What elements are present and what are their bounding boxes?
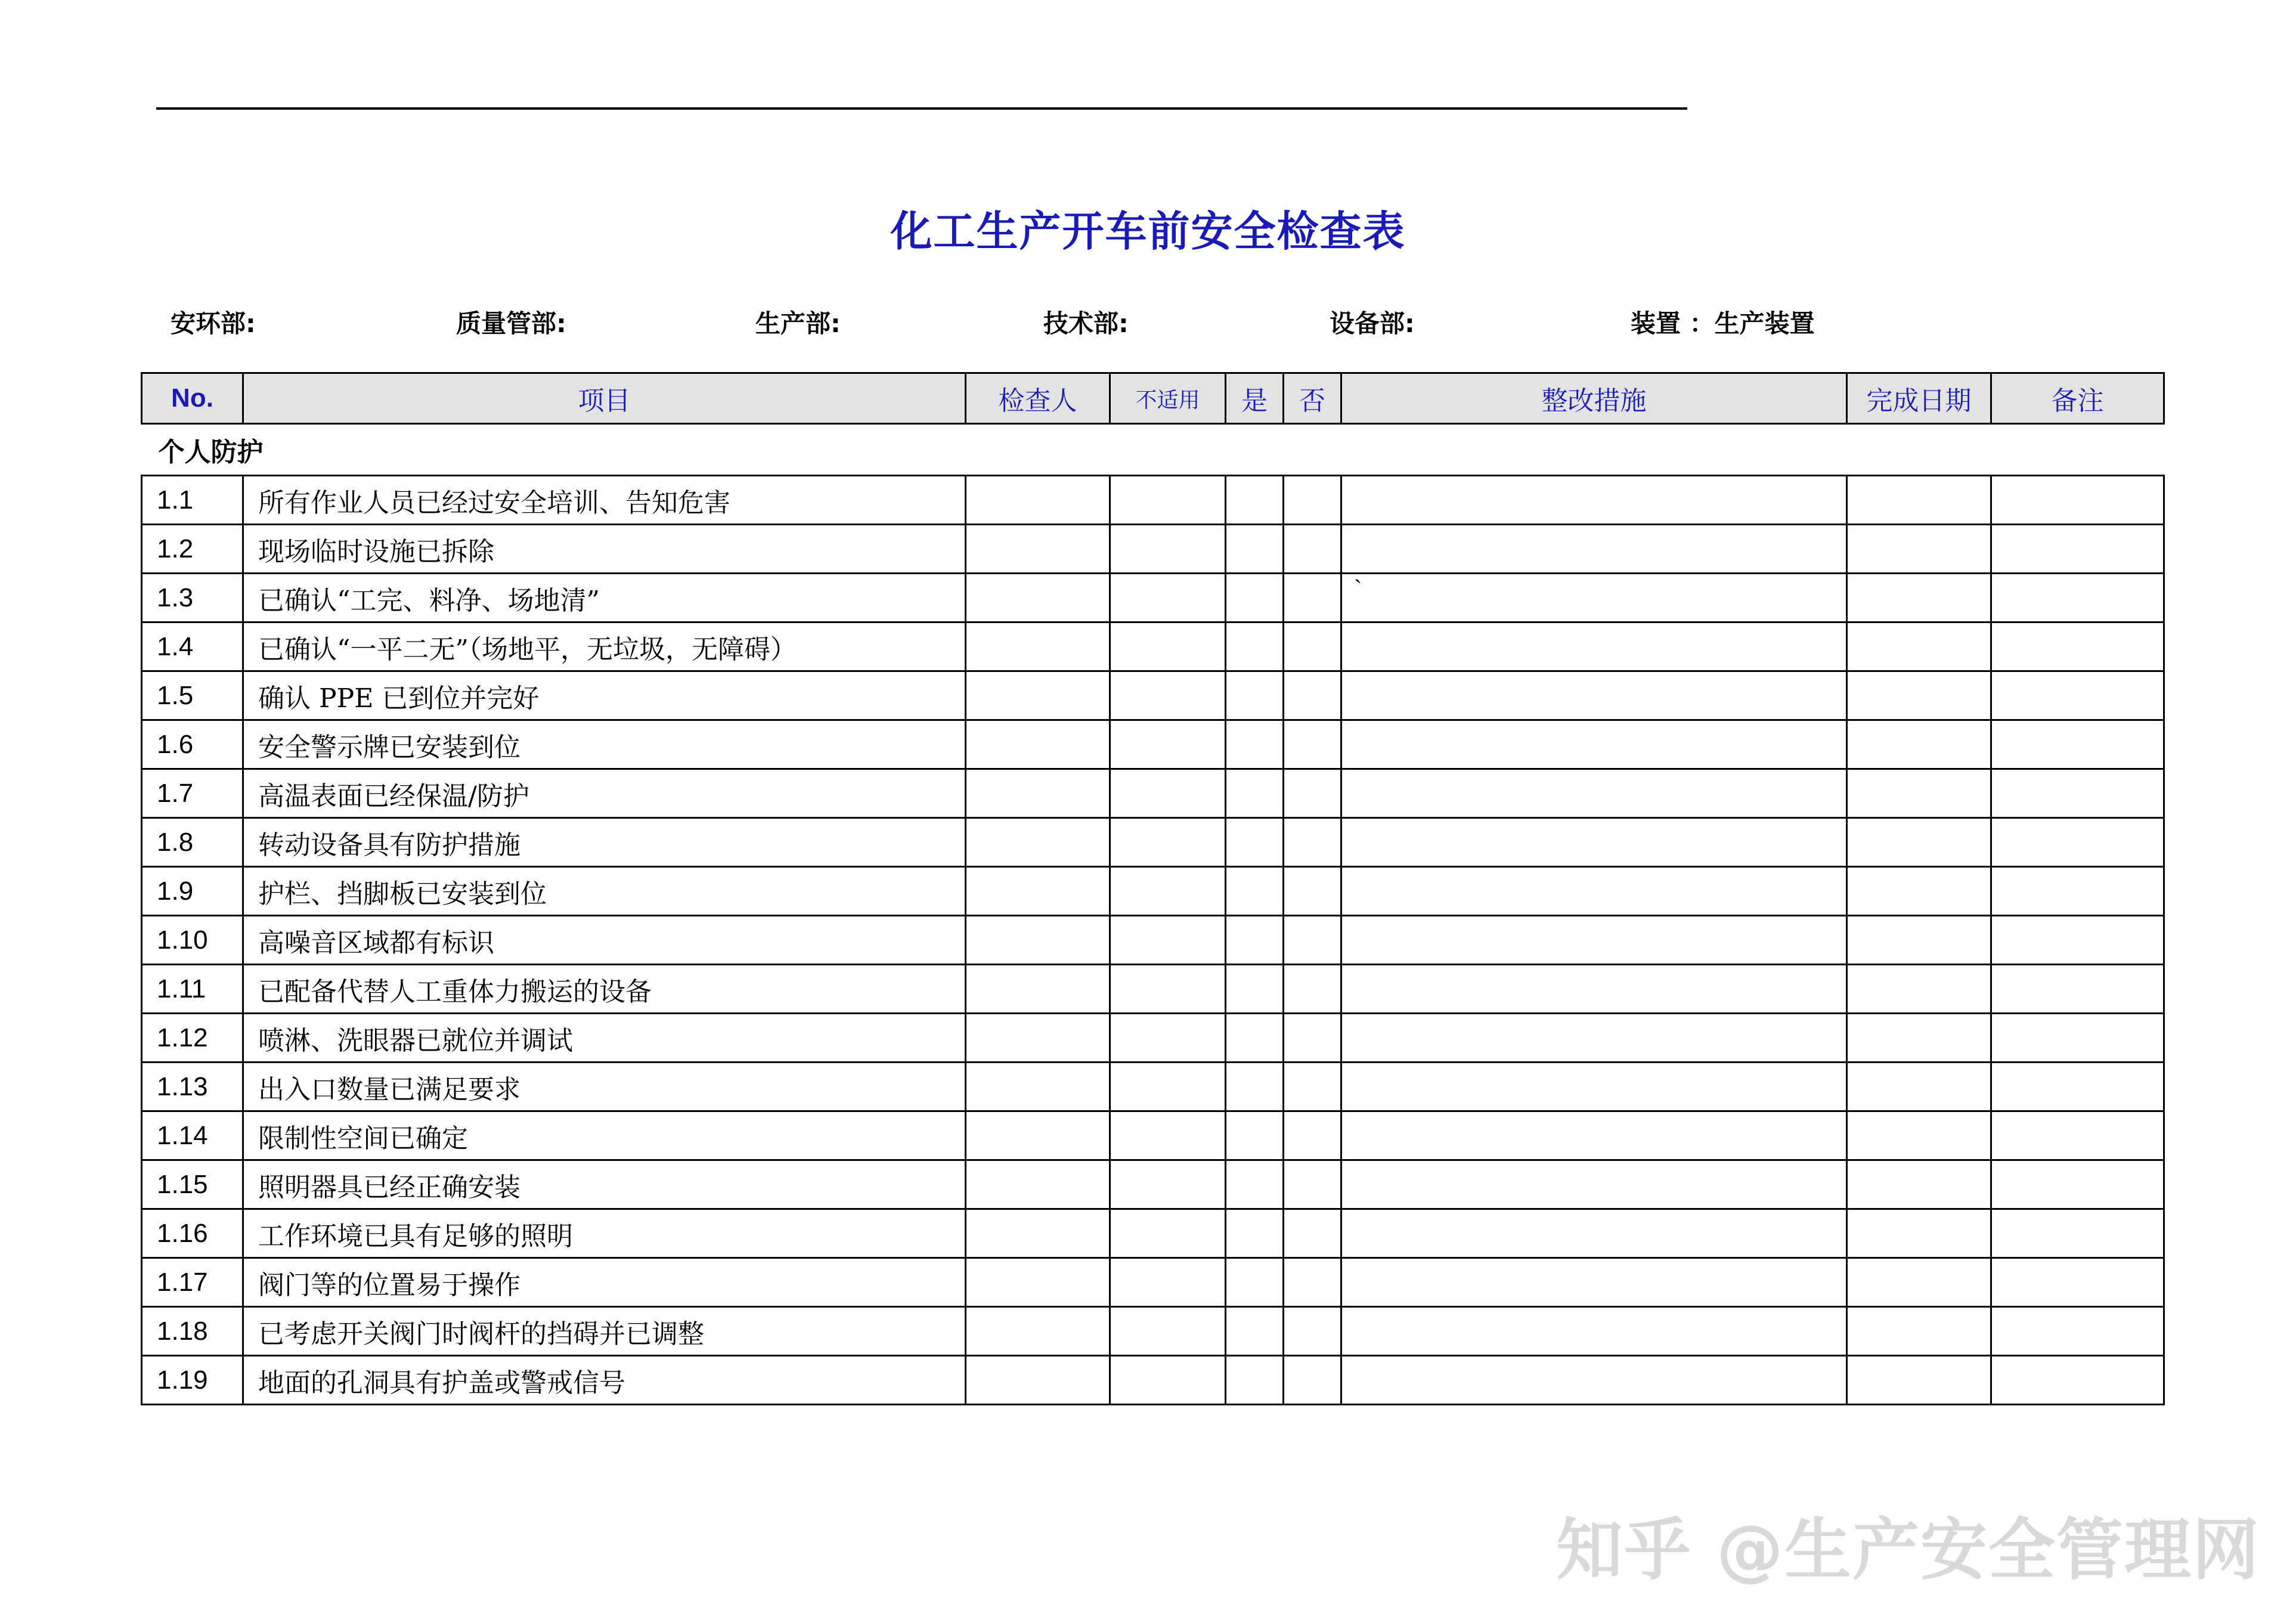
row-yes-cell[interactable] <box>1226 671 1284 720</box>
row-no-cell[interactable] <box>1284 1063 1341 1111</box>
row-item: 已确认“工完、料净、场地清” <box>243 574 966 622</box>
table-row <box>142 867 2164 916</box>
row-completion-date-cell[interactable] <box>1847 867 1991 916</box>
row-not-applicable-cell[interactable] <box>1110 720 1226 769</box>
row-measure-cell[interactable] <box>1341 671 1847 720</box>
row-remarks-cell[interactable] <box>1991 1356 2164 1405</box>
row-completion-date-cell[interactable] <box>1847 622 1991 671</box>
row-inspector-cell[interactable] <box>966 1307 1110 1356</box>
row-item: 喷淋、洗眼器已就位并调试 <box>243 1014 966 1063</box>
row-remarks-cell[interactable] <box>1991 1014 2164 1063</box>
row-measure-cell[interactable] <box>1341 1356 1847 1405</box>
row-inspector-cell[interactable] <box>966 1209 1110 1258</box>
row-not-applicable-cell[interactable] <box>1110 622 1226 671</box>
table-row <box>142 1014 2164 1063</box>
row-remarks-cell[interactable] <box>1991 476 2164 525</box>
dept-label-quality: 质量管部: <box>456 309 566 338</box>
watermark: 知乎 @生产安全管理网 <box>1556 1512 2260 1589</box>
row-remarks-cell[interactable] <box>1991 525 2164 574</box>
row-completion-date-cell[interactable] <box>1847 1014 1991 1063</box>
row-number: 1.19 <box>142 1356 243 1405</box>
row-not-applicable-cell[interactable] <box>1110 1111 1226 1160</box>
row-yes-cell[interactable] <box>1226 525 1284 574</box>
row-measure-cell[interactable] <box>1341 1111 1847 1160</box>
row-yes-cell[interactable] <box>1226 867 1284 916</box>
row-measure-cell[interactable] <box>1341 965 1847 1014</box>
row-remarks-cell[interactable] <box>1991 1258 2164 1307</box>
row-completion-date-cell[interactable] <box>1847 1111 1991 1160</box>
row-not-applicable-cell[interactable] <box>1110 1356 1226 1405</box>
row-number: 1.9 <box>142 867 243 916</box>
row-not-applicable-cell[interactable] <box>1110 1063 1226 1111</box>
row-item: 阀门等的位置易于操作 <box>243 1258 966 1307</box>
row-no-cell[interactable] <box>1284 671 1341 720</box>
row-inspector-cell[interactable] <box>966 1160 1110 1209</box>
row-inspector-cell[interactable] <box>966 867 1110 916</box>
row-inspector-cell[interactable] <box>966 1356 1110 1405</box>
row-inspector-cell[interactable] <box>966 671 1110 720</box>
row-inspector-cell[interactable] <box>966 525 1110 574</box>
row-not-applicable-cell[interactable] <box>1110 818 1226 867</box>
dept-label-equipment: 设备部: <box>1330 309 1415 338</box>
row-completion-date-cell[interactable] <box>1847 671 1991 720</box>
row-no-cell[interactable] <box>1284 720 1341 769</box>
table-row <box>142 1258 2164 1307</box>
row-yes-cell[interactable] <box>1226 1063 1284 1111</box>
table-row <box>142 671 2164 720</box>
row-yes-cell[interactable] <box>1226 476 1284 525</box>
header-no: No. <box>142 373 243 424</box>
row-number: 1.7 <box>142 769 243 818</box>
row-completion-date-cell[interactable] <box>1847 1356 1991 1405</box>
row-completion-date-cell[interactable] <box>1847 476 1991 525</box>
row-number: 1.5 <box>142 671 243 720</box>
row-remarks-cell[interactable] <box>1991 720 2164 769</box>
row-measure-cell[interactable] <box>1341 769 1847 818</box>
row-yes-cell[interactable] <box>1226 1307 1284 1356</box>
row-item: 出入口数量已满足要求 <box>243 1063 966 1111</box>
row-completion-date-cell[interactable] <box>1847 1160 1991 1209</box>
row-no-cell[interactable] <box>1284 1014 1341 1063</box>
row-no-cell[interactable] <box>1284 769 1341 818</box>
row-item: 已配备代替人工重体力搬运的设备 <box>243 965 966 1014</box>
row-number: 1.17 <box>142 1258 243 1307</box>
table-row <box>142 1111 2164 1160</box>
row-completion-date-cell[interactable] <box>1847 720 1991 769</box>
row-remarks-cell[interactable] <box>1991 916 2164 965</box>
row-yes-cell[interactable] <box>1226 1160 1284 1209</box>
row-item: 安全警示牌已安装到位 <box>243 720 966 769</box>
table-row <box>142 1209 2164 1258</box>
header-yes: 是 <box>1226 373 1284 424</box>
row-yes-cell[interactable] <box>1226 622 1284 671</box>
row-no-cell[interactable] <box>1284 1209 1341 1258</box>
header-measures: 整改措施 <box>1341 373 1847 424</box>
row-no-cell[interactable] <box>1284 916 1341 965</box>
table-row <box>142 916 2164 965</box>
row-not-applicable-cell[interactable] <box>1110 671 1226 720</box>
row-completion-date-cell[interactable] <box>1847 818 1991 867</box>
table-row <box>142 720 2164 769</box>
row-measure-cell[interactable] <box>1341 1307 1847 1356</box>
row-number: 1.6 <box>142 720 243 769</box>
row-not-applicable-cell[interactable] <box>1110 476 1226 525</box>
row-yes-cell[interactable] <box>1226 1209 1284 1258</box>
row-measure-cell[interactable]: ` <box>1341 574 1847 622</box>
row-number: 1.15 <box>142 1160 243 1209</box>
row-no-cell[interactable] <box>1284 1160 1341 1209</box>
row-item: 照明器具已经正确安装 <box>243 1160 966 1209</box>
row-completion-date-cell[interactable] <box>1847 574 1991 622</box>
table-row <box>142 1063 2164 1111</box>
row-item: 确认 PPE 已到位并完好 <box>243 671 966 720</box>
row-measure-cell[interactable] <box>1341 1063 1847 1111</box>
row-number: 1.18 <box>142 1307 243 1356</box>
row-item: 限制性空间已确定 <box>243 1111 966 1160</box>
section-row <box>142 424 2164 476</box>
row-no-cell[interactable] <box>1284 1356 1341 1405</box>
row-no-cell[interactable] <box>1284 818 1341 867</box>
row-remarks-cell[interactable] <box>1991 574 2164 622</box>
row-no-cell[interactable] <box>1284 574 1341 622</box>
row-measure-cell[interactable] <box>1341 867 1847 916</box>
row-yes-cell[interactable] <box>1226 1258 1284 1307</box>
table-row <box>142 1160 2164 1209</box>
row-yes-cell[interactable] <box>1226 818 1284 867</box>
row-remarks-cell[interactable] <box>1991 1111 2164 1160</box>
row-no-cell[interactable] <box>1284 1307 1341 1356</box>
row-inspector-cell[interactable] <box>966 1063 1110 1111</box>
row-item: 工作环境已具有足够的照明 <box>243 1209 966 1258</box>
row-item: 地面的孔洞具有护盖或警戒信号 <box>243 1356 966 1405</box>
row-completion-date-cell[interactable] <box>1847 1063 1991 1111</box>
row-no-cell[interactable] <box>1284 525 1341 574</box>
row-inspector-cell[interactable] <box>966 574 1110 622</box>
dept-label-production: 生产部: <box>755 309 841 338</box>
row-not-applicable-cell[interactable] <box>1110 1160 1226 1209</box>
row-inspector-cell[interactable] <box>966 1014 1110 1063</box>
table-row <box>142 1307 2164 1356</box>
dept-label-safety: 安环部: <box>171 309 256 338</box>
row-inspector-cell[interactable] <box>966 622 1110 671</box>
row-not-applicable-cell[interactable] <box>1110 525 1226 574</box>
row-no-cell[interactable] <box>1284 1111 1341 1160</box>
row-remarks-cell[interactable] <box>1991 818 2164 867</box>
header-completion-date: 完成日期 <box>1847 373 1991 424</box>
header-rule <box>156 107 1687 110</box>
row-measure-cell[interactable] <box>1341 720 1847 769</box>
row-remarks-cell[interactable] <box>1991 1160 2164 1209</box>
row-no-cell[interactable] <box>1284 867 1341 916</box>
row-yes-cell[interactable] <box>1226 965 1284 1014</box>
row-number: 1.4 <box>142 622 243 671</box>
row-measure-cell[interactable] <box>1341 916 1847 965</box>
row-number: 1.12 <box>142 1014 243 1063</box>
header-inspector: 检查人 <box>966 373 1110 424</box>
row-measure-cell[interactable] <box>1341 525 1847 574</box>
row-not-applicable-cell[interactable] <box>1110 1014 1226 1063</box>
row-item: 已确认“一平二无”（场地平，无垃圾，无障碍） <box>243 622 966 671</box>
header-not-applicable: 不适用 <box>1110 373 1226 424</box>
row-number: 1.8 <box>142 818 243 867</box>
row-remarks-cell[interactable] <box>1991 1063 2164 1111</box>
row-remarks-cell[interactable] <box>1991 867 2164 916</box>
table-row <box>142 525 2164 574</box>
row-inspector-cell[interactable] <box>966 818 1110 867</box>
row-item: 高温表面已经保温/防护 <box>243 769 966 818</box>
row-completion-date-cell[interactable] <box>1847 525 1991 574</box>
table-header-row <box>142 373 2164 424</box>
row-inspector-cell[interactable] <box>966 1111 1110 1160</box>
row-not-applicable-cell[interactable] <box>1110 965 1226 1014</box>
row-remarks-cell[interactable] <box>1991 965 2164 1014</box>
row-inspector-cell[interactable] <box>966 1258 1110 1307</box>
row-inspector-cell[interactable] <box>966 720 1110 769</box>
row-number: 1.11 <box>142 965 243 1014</box>
row-measure-cell[interactable] <box>1341 818 1847 867</box>
row-item: 现场临时设施已拆除 <box>243 525 966 574</box>
row-completion-date-cell[interactable] <box>1847 769 1991 818</box>
row-yes-cell[interactable] <box>1226 769 1284 818</box>
row-completion-date-cell[interactable] <box>1847 1209 1991 1258</box>
row-not-applicable-cell[interactable] <box>1110 574 1226 622</box>
row-yes-cell[interactable] <box>1226 916 1284 965</box>
row-completion-date-cell[interactable] <box>1847 1258 1991 1307</box>
dept-label-unit: 装置 ：生产装置 <box>1631 309 1815 338</box>
row-yes-cell[interactable] <box>1226 720 1284 769</box>
table-row <box>142 476 2164 525</box>
table-row <box>142 818 2164 867</box>
row-measure-cell[interactable] <box>1341 1160 1847 1209</box>
row-remarks-cell[interactable] <box>1991 671 2164 720</box>
row-inspector-cell[interactable] <box>966 965 1110 1014</box>
table-row <box>142 965 2164 1014</box>
row-completion-date-cell[interactable] <box>1847 1307 1991 1356</box>
row-completion-date-cell[interactable] <box>1847 965 1991 1014</box>
row-yes-cell[interactable] <box>1226 1356 1284 1405</box>
row-measure-cell[interactable] <box>1341 622 1847 671</box>
row-number: 1.13 <box>142 1063 243 1111</box>
row-number: 1.1 <box>142 476 243 525</box>
row-measure-cell[interactable] <box>1341 476 1847 525</box>
row-measure-cell[interactable] <box>1341 1209 1847 1258</box>
row-inspector-cell[interactable] <box>966 476 1110 525</box>
row-number: 1.3 <box>142 574 243 622</box>
row-number: 1.16 <box>142 1209 243 1258</box>
table-row <box>142 622 2164 671</box>
row-not-applicable-cell[interactable] <box>1110 867 1226 916</box>
checklist-table <box>141 372 2165 1405</box>
row-item: 所有作业人员已经过安全培训、告知危害 <box>243 476 966 525</box>
dept-label-technical: 技术部: <box>1043 309 1129 338</box>
row-number: 1.2 <box>142 525 243 574</box>
row-inspector-cell[interactable] <box>966 769 1110 818</box>
row-not-applicable-cell[interactable] <box>1110 1258 1226 1307</box>
table-row <box>142 1356 2164 1405</box>
table-row <box>142 574 2164 622</box>
row-remarks-cell[interactable] <box>1991 622 2164 671</box>
row-no-cell[interactable] <box>1284 965 1341 1014</box>
row-item: 转动设备具有防护措施 <box>243 818 966 867</box>
row-no-cell[interactable] <box>1284 1258 1341 1307</box>
row-not-applicable-cell[interactable] <box>1110 769 1226 818</box>
row-completion-date-cell[interactable] <box>1847 916 1991 965</box>
row-measure-cell[interactable] <box>1341 1258 1847 1307</box>
row-item: 已考虑开关阀门时阀杆的挡碍并已调整 <box>243 1307 966 1356</box>
row-yes-cell[interactable] <box>1226 1014 1284 1063</box>
row-remarks-cell[interactable] <box>1991 1307 2164 1356</box>
row-measure-cell[interactable] <box>1341 1014 1847 1063</box>
row-remarks-cell[interactable] <box>1991 769 2164 818</box>
header-remarks: 备注 <box>1991 373 2164 424</box>
row-not-applicable-cell[interactable] <box>1110 916 1226 965</box>
section-title: 个人防护 <box>158 437 264 467</box>
row-yes-cell[interactable] <box>1226 1111 1284 1160</box>
row-not-applicable-cell[interactable] <box>1110 1307 1226 1356</box>
row-item: 高噪音区域都有标识 <box>243 916 966 965</box>
row-not-applicable-cell[interactable] <box>1110 1209 1226 1258</box>
row-number: 1.10 <box>142 916 243 965</box>
row-item: 护栏、挡脚板已安装到位 <box>243 867 966 916</box>
table-row <box>142 769 2164 818</box>
row-no-cell[interactable] <box>1284 476 1341 525</box>
row-remarks-cell[interactable] <box>1991 1209 2164 1258</box>
page-title: 化工生产开车前安全检查表 <box>890 207 1406 256</box>
row-yes-cell[interactable] <box>1226 574 1284 622</box>
row-no-cell[interactable] <box>1284 622 1341 671</box>
row-inspector-cell[interactable] <box>966 916 1110 965</box>
header-item: 项目 <box>243 373 966 424</box>
header-no-answer: 否 <box>1284 373 1341 424</box>
row-number: 1.14 <box>142 1111 243 1160</box>
